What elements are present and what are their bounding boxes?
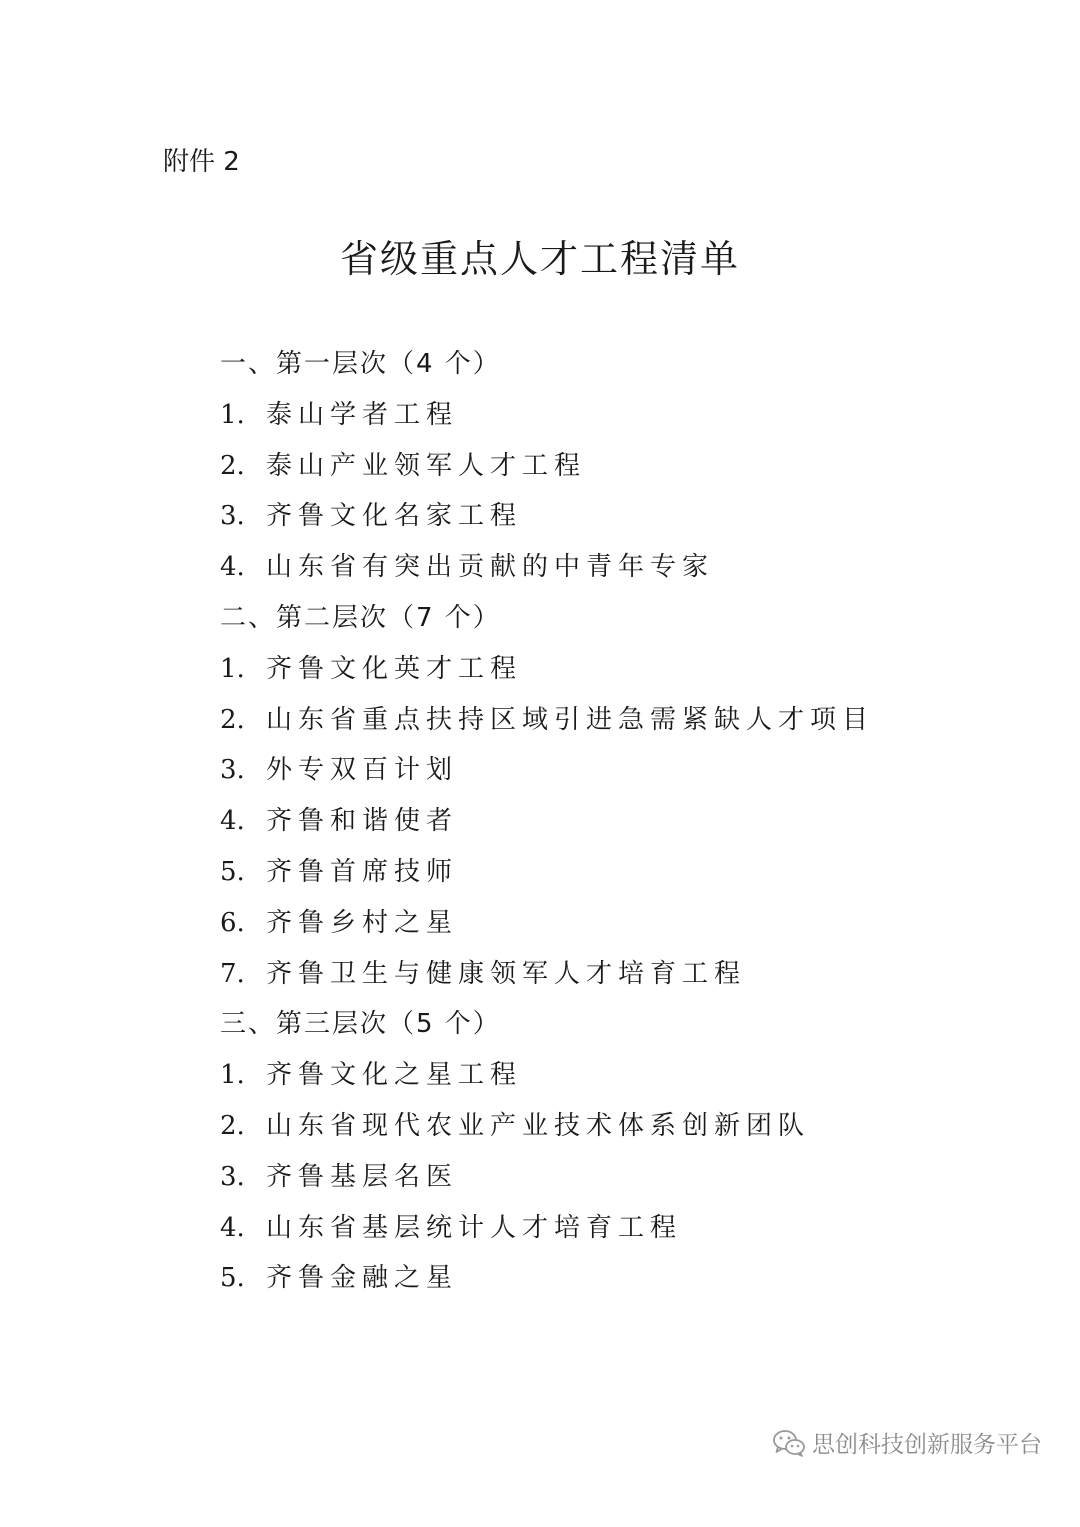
list-item [220, 745, 1020, 796]
document-title: 省级重点人才工程清单 [339, 237, 740, 281]
item-number: 1. [220, 1060, 245, 1091]
item-number: 4. [220, 806, 245, 837]
list-item [220, 847, 1020, 898]
list-item [220, 491, 1020, 542]
item-text: 山东省现代农业产业技术体系创新团队 [266, 1110, 811, 1141]
list-item [220, 695, 1020, 746]
talent-project-list [220, 339, 1020, 1304]
watermark-text: 思创科技创新服务平台 [812, 1432, 1042, 1458]
list-item [220, 542, 1020, 593]
list-item [220, 949, 1020, 1000]
item-number: 5. [220, 1263, 245, 1294]
item-number: 2. [220, 704, 245, 735]
item-text: 山东省有突出贡献的中青年专家 [266, 552, 715, 583]
list-item [220, 390, 1020, 441]
item-text: 齐鲁乡村之星 [266, 907, 459, 938]
item-number: 4. [220, 552, 245, 583]
wechat-icon [772, 1428, 806, 1458]
list-item [220, 1253, 1020, 1304]
list-item [220, 898, 1020, 949]
item-text: 泰山学者工程 [266, 399, 459, 430]
item-text: 外专双百计划 [266, 755, 459, 786]
item-text: 齐鲁首席技师 [266, 856, 459, 887]
item-text: 齐鲁卫生与健康领军人才培育工程 [266, 958, 747, 989]
item-number: 2. [220, 450, 245, 481]
item-number: 1. [220, 653, 245, 684]
item-number: 3. [220, 755, 245, 786]
item-number: 7. [220, 958, 245, 989]
item-number: 5. [220, 856, 245, 887]
item-text: 齐鲁基层名医 [266, 1161, 459, 1192]
item-text: 齐鲁和谐使者 [266, 806, 459, 837]
item-number: 6. [220, 907, 245, 938]
item-text: 齐鲁文化名家工程 [266, 501, 523, 532]
item-text: 泰山产业领军人才工程 [266, 450, 587, 481]
item-text: 山东省基层统计人才培育工程 [266, 1212, 683, 1243]
tier-heading: 二、第二层次（7 个） [220, 602, 501, 633]
item-number: 3. [220, 1161, 245, 1192]
list-item [220, 796, 1020, 847]
list-item [220, 1152, 1020, 1203]
list-item [220, 1203, 1020, 1254]
item-text: 齐鲁文化英才工程 [266, 653, 523, 684]
attachment-label: 附件 2 [163, 147, 240, 177]
item-number: 1. [220, 399, 245, 430]
item-number: 4. [220, 1212, 245, 1243]
item-text: 齐鲁文化之星工程 [266, 1060, 523, 1091]
list-item [220, 1050, 1020, 1101]
watermark [772, 1426, 1042, 1459]
item-number: 3. [220, 501, 245, 532]
list-item [220, 1101, 1020, 1152]
list-item [220, 441, 1020, 492]
tier-heading: 三、第三层次（5 个） [220, 1009, 501, 1040]
item-number: 2. [220, 1110, 245, 1141]
item-text: 山东省重点扶持区域引进急需紧缺人才项目 [266, 704, 875, 735]
list-item [220, 644, 1020, 695]
item-text: 齐鲁金融之星 [266, 1263, 459, 1294]
tier-heading: 一、第一层次（4 个） [220, 349, 501, 379]
